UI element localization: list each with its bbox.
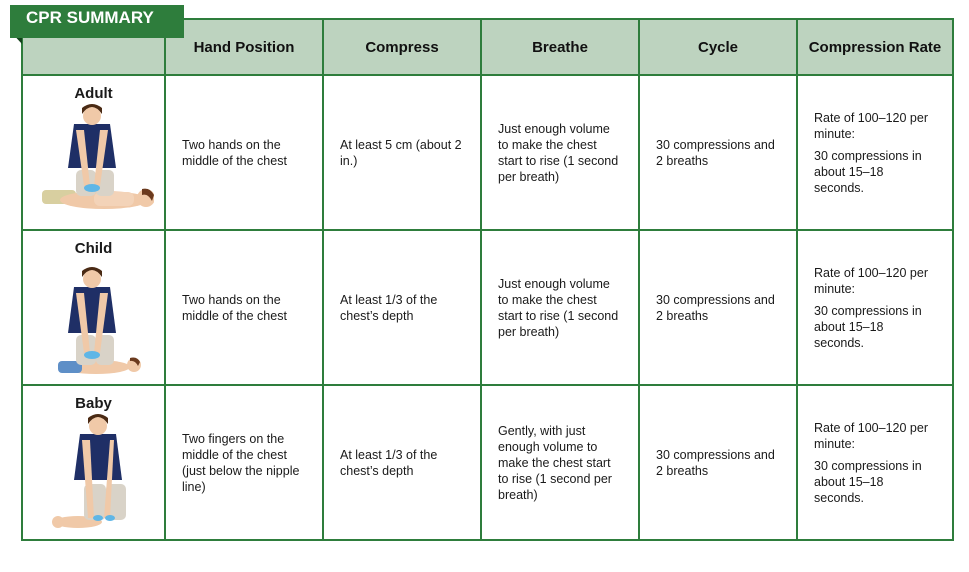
header-cycle: Cycle bbox=[639, 19, 797, 75]
rate-line-2: 30 compressions in about 15–18 seconds. bbox=[814, 148, 922, 195]
hand-position-cell: Two hands on the middle of the chest bbox=[165, 230, 323, 385]
row-label-child: Child bbox=[74, 240, 113, 257]
header-compression-rate: Compression Rate bbox=[797, 19, 953, 75]
header-compress: Compress bbox=[323, 19, 481, 75]
table-row-adult bbox=[22, 75, 953, 230]
compress-cell: At least 1/3 of the chest’s depth bbox=[323, 385, 481, 540]
cpr-summary-table bbox=[21, 18, 954, 541]
table-row-baby bbox=[22, 385, 953, 540]
cycle-cell: 30 compressions and 2 breaths bbox=[639, 75, 797, 230]
compress-cell: At least 1/3 of the chest’s depth bbox=[323, 230, 481, 385]
table-row-child bbox=[22, 230, 953, 385]
rate-line-1: Rate of 100–120 per minute: bbox=[814, 265, 928, 296]
rate-line-2: 30 compressions in about 15–18 seconds. bbox=[814, 303, 922, 350]
rate-cell bbox=[797, 385, 953, 540]
rate-line-1: Rate of 100–120 per minute: bbox=[814, 420, 928, 451]
rate-cell bbox=[797, 75, 953, 230]
cycle-cell: 30 compressions and 2 breaths bbox=[639, 230, 797, 385]
row-label-cell bbox=[22, 385, 165, 540]
cycle-cell: 30 compressions and 2 breaths bbox=[639, 385, 797, 540]
row-label-cell bbox=[22, 230, 165, 385]
baby-cpr-illustration bbox=[34, 414, 154, 534]
compress-cell: At least 5 cm (about 2 in.) bbox=[323, 75, 481, 230]
row-label-adult: Adult bbox=[74, 85, 113, 102]
rate-cell bbox=[797, 230, 953, 385]
breathe-cell: Gently, with just enough volume to make the chest start to rise (1 second per breath) bbox=[481, 385, 639, 540]
breathe-cell: Just enough volume to make the chest start to rise (1 second per breath) bbox=[481, 230, 639, 385]
header-hand-position: Hand Position bbox=[165, 19, 323, 75]
hand-position-cell: Two hands on the middle of the chest bbox=[165, 75, 323, 230]
row-label-baby: Baby bbox=[75, 395, 112, 412]
child-cpr-illustration bbox=[34, 259, 154, 381]
breathe-cell: Just enough volume to make the chest start to rise (1 second per breath) bbox=[481, 75, 639, 230]
hand-position-cell: Two fingers on the middle of the chest (just below the nipple line) bbox=[165, 385, 323, 540]
page-title: CPR SUMMARY bbox=[10, 5, 184, 38]
header-breathe: Breathe bbox=[481, 19, 639, 75]
adult-cpr-illustration bbox=[34, 104, 154, 224]
rate-line-1: Rate of 100–120 per minute: bbox=[814, 110, 928, 141]
row-label-cell bbox=[22, 75, 165, 230]
rate-line-2: 30 compressions in about 15–18 seconds. bbox=[814, 458, 922, 505]
